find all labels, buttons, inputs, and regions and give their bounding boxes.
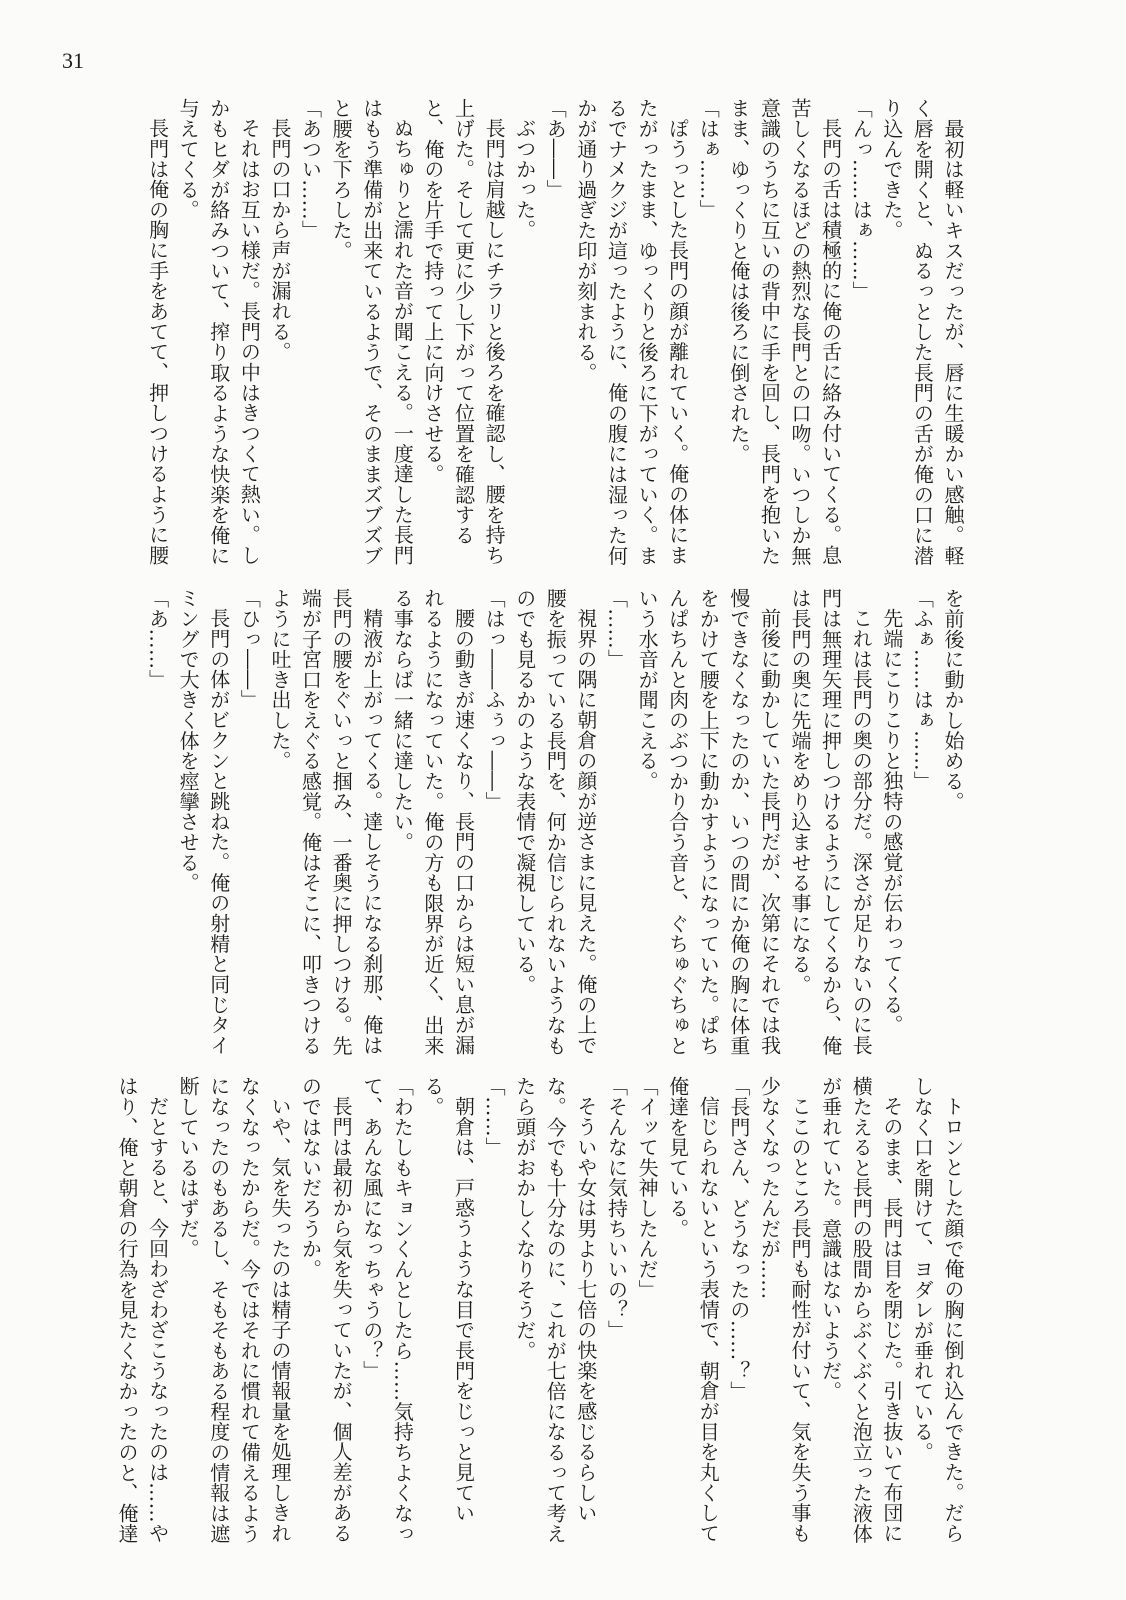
paragraph: トロンとした顔で俺の胸に倒れ込んできた。だらしなく口を開けて、ヨダレが垂れている。 bbox=[910, 1076, 965, 1544]
paragraph: 「わたしもキョンくんとしたら……気持ちよくなって、あんな風になっちゃうの？」 bbox=[359, 1076, 415, 1544]
paragraph: ぽうっとした長門の顔が離れていく。俺の体にまたがったまま、ゆっくりと後ろに下がっていく。まるでナメクジが這ったように、俺の腹には湿った何かが通り過ぎた印が刻まれる。 bbox=[573, 98, 690, 566]
paragraph: 長門の体がビクンと跳ねた。俺の射精と同じタイミングで大きく体を痙攣させる。 bbox=[176, 588, 231, 1056]
paragraph: 「そんなに気持ちいいの？」 bbox=[604, 1076, 629, 1341]
paragraph: 「……」 bbox=[604, 588, 629, 670]
page-number: 31 bbox=[62, 48, 84, 73]
paragraph: 「はっ――ふぅっ――」 bbox=[482, 588, 507, 812]
paragraph: 「ふぁ……はぁ……」 bbox=[910, 588, 935, 792]
paragraph: 「はぁ……」 bbox=[696, 98, 721, 220]
paragraph: 「長門さん、どうなったの……？」 bbox=[726, 1076, 751, 1402]
paragraph: ぶつかった。 bbox=[512, 118, 537, 240]
paragraph: 「あ――」 bbox=[543, 98, 568, 200]
paragraph: 「……」 bbox=[482, 1076, 507, 1158]
paragraph: そのまま、長門は目を閉じた。引き抜いて布団に横たえると長門の股間からぶくぶくと泡立った液体が垂れていた。意識はないようだ。 bbox=[818, 1076, 904, 1544]
paragraph: ここのところ長門も耐性が付いて、気を失う事も少なくなったんだが…… bbox=[757, 1076, 813, 1544]
paragraph: 「イッて失神したんだ」 bbox=[635, 1076, 660, 1300]
paragraph: 長門の舌は積極的に俺の舌に絡み付いてくる。息苦しくなるほどの熱烈な長門との口吻。いつしか無意識のうちに互いの背中に手を回し、長門を抱いたまま、ゆっくりと俺は後ろに倒された。 bbox=[726, 98, 843, 566]
paragraph: 「あ……」 bbox=[145, 588, 170, 690]
text-tier-middle bbox=[98, 588, 968, 1056]
paragraph: 「あつい……」 bbox=[298, 98, 323, 241]
paragraph: 最初は軽いキスだったが、唇に生暖かい感触。軽く唇を開くと、ぬるっとした長門の舌が俺の口に潜り込んできた。 bbox=[879, 98, 965, 566]
paragraph: 長門は最初から気を失っていたが、個人差があるのではないだろうか。 bbox=[298, 1076, 354, 1544]
paragraph: 朝倉は、戸惑うような目で長門をじっと見ている。 bbox=[420, 1076, 476, 1523]
paragraph: これは長門の奥の部分だ。深さが足りないのに長門は無理矢理に押しつけるようにしてくるから、俺は長門の奥に先端をめり込ませる事になる。 bbox=[788, 588, 874, 1056]
paragraph: 腰の動きが速くなり、長門の口からは短い息が漏れるようになっていた。俺の方も限界が近く、出来る事ならば一緒に達したい。 bbox=[390, 588, 476, 1056]
paragraph: 精液が上がってくる。達しそうになる刹那、俺は長門の腰をぐいっと掴み、一番奥に押しつける。先端が子宮口をえぐる感覚。俺はそこに、叩きつけるように吐き出した。 bbox=[267, 588, 384, 1056]
paragraph: ぬちゅりと濡れた音が聞こえる。一度達した長門はもう準備が出来ているようで、そのままズブズブと腰を下ろした。 bbox=[329, 98, 415, 566]
paragraph: それはお互い様だ。長門の中はきつくて熱い。しかもヒダが絡みついて、搾り取るような快楽を俺に与えてくる。 bbox=[176, 98, 262, 566]
paragraph: 視界の隅に朝倉の顔が逆さまに見えた。俺の上で腰を振っている長門を、何か信じられないようなものでも見るかのような表情で凝視している。 bbox=[512, 588, 598, 1056]
paragraph: 先端にこりこりと独特の感覚が伝わってくる。 bbox=[879, 608, 904, 1035]
paragraph: だとすると、今回わざわざこうなったのは……やはり、俺と朝倉の行為を見たくなかったのと、俺達 bbox=[114, 1076, 170, 1544]
paragraph: 長門の口から声が漏れる。 bbox=[267, 118, 292, 362]
paragraph: いや、気を失ったのは精子の情報量を処理しきれなくなったからだ。今ではそれに慣れて備えるようになったのもあるし、そもそもある程度の情報は遮断しているはずだ。 bbox=[176, 1076, 292, 1544]
paragraph: 信じられないという表情で、朝倉が目を丸くして俺達を見ている。 bbox=[665, 1076, 721, 1544]
paragraph: 「んっ……はぁ……」 bbox=[849, 98, 874, 302]
paragraph: を前後に動かし始める。 bbox=[941, 588, 965, 812]
text-tier-top bbox=[98, 98, 968, 568]
paragraph: 「ひっ――」 bbox=[237, 588, 262, 710]
paragraph: 長門は俺の胸に手をあてて、押しつけるように腰 bbox=[145, 118, 170, 566]
text-tier-bottom bbox=[98, 1076, 968, 1546]
paragraph: 長門は肩越しにチラリと後ろを確認し、腰を持ち上げた。そして更に少し下がって位置を確認すると、俺のを片手で持って上に向けさせる。 bbox=[420, 98, 507, 566]
paragraph: そういや女は男より七倍の快楽を感じるらしいな。今でも十分なのに、これが七倍になるって考えたら頭がおかしくなりそうだ。 bbox=[512, 1076, 598, 1544]
paragraph: 前後に動かしていた長門だが、次第にそれでは我慢できなくなったのか、いつの間にか俺の胸に体重をかけて腰を上下に動かすようになっていた。ぱちんぱちんと肉のぶつかり合う音と、ぐちゅぐちゅという水音が聞こえる。 bbox=[635, 588, 782, 1056]
